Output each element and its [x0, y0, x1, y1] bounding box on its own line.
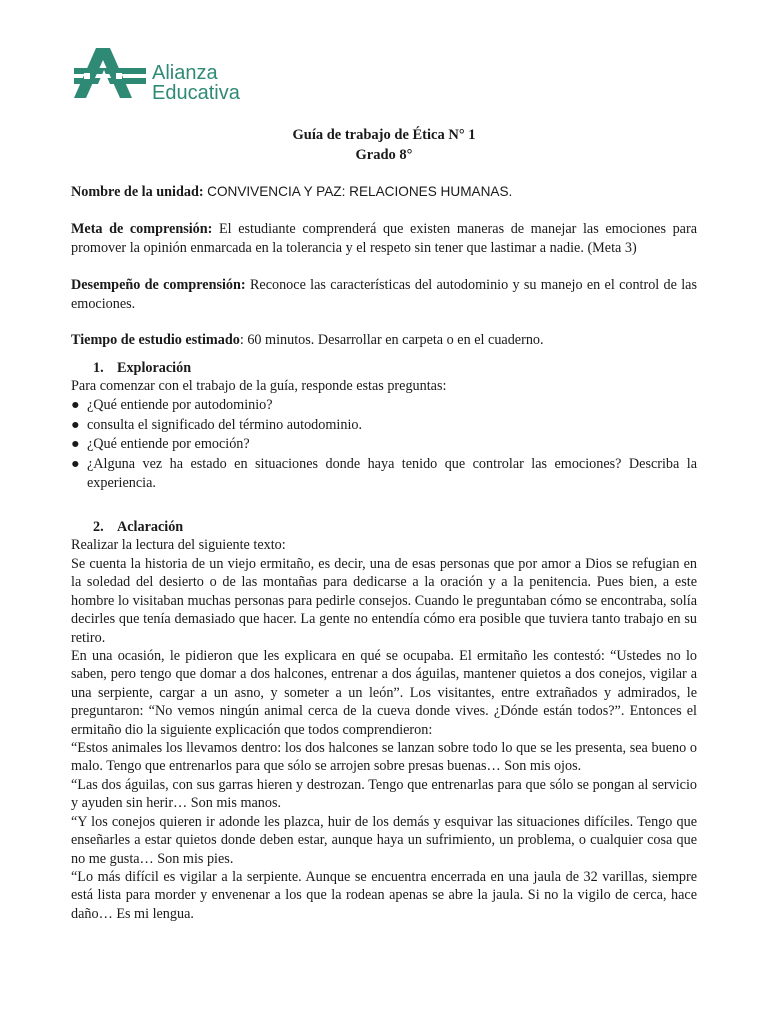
- logo-text-educativa: Educativa: [152, 82, 240, 104]
- unit-value: CONVIVENCIA Y PAZ: RELACIONES HUMANAS.: [207, 184, 513, 199]
- section-1-heading: [93, 359, 191, 377]
- story-paragraph: “Las dos águilas, con sus garras hieren y destrozan. Tengo que entrenarlas para que sólo se pongan al servicio y ayuden sin herir… Son mis manos.: [71, 776, 697, 812]
- bullet-icon: ●: [71, 455, 80, 472]
- section-2-number: 2.: [93, 519, 104, 535]
- unit-label: Nombre de la unidad:: [71, 184, 204, 200]
- performance-paragraph: [71, 276, 697, 313]
- story-paragraph: “Lo más difícil es vigilar a la serpiente. Aunque se encuentra encerrada en una jaula de 32 varillas, siempre está lista para morder y envenenar a los que la rodean apenas se abre la jaula. Si no la vigilo de cerca, hace daño… Es mi lengua.: [71, 868, 697, 922]
- document-title: Guía de trabajo de Ética N° 1: [292, 127, 476, 143]
- unit-name-row: [71, 183, 697, 202]
- story-paragraph: En una ocasión, le pidieron que les explicara en qué se ocupaba. El ermitaño les contestó: “Ustedes no lo saben, pero tengo que domar a dos halcones, entrenar a dos águilas, mantener quietos a dos conejos, vigilar a una serpiente, cargar a un asno, y someter a un león”. Los visitantes, entre extrañados y admirados, le preguntaron: “No vemos ningún animal cerca de la cueva donde vives. ¿Dónde están todos?”. Entonces el ermitaño dio la siguiente explicación que todos comprendieron:: [71, 648, 697, 738]
- list-item: ● consulta el significado del término autodominio.: [71, 416, 697, 436]
- time-label: Tiempo de estudio estimado: [71, 332, 240, 348]
- study-time-row: [71, 331, 697, 350]
- section-2-heading: [93, 518, 183, 536]
- section-1-title: Exploración: [117, 360, 192, 376]
- story-paragraph: “Estos animales los llevamos dentro: los dos halcones se lanzan sobre todo lo que se les presenta, sea bueno o malo. Tengo que entrenarlos para que sólo se arrojen sobre presas buenas… Son mis ojos.: [71, 740, 697, 775]
- alianza-educativa-logo: [74, 44, 254, 104]
- question-list: [71, 396, 697, 494]
- section-1-intro: Para comenzar con el trabajo de la guía, responde estas preguntas:: [71, 378, 447, 394]
- story-text: [71, 555, 697, 923]
- logo-mark-icon: [74, 44, 148, 102]
- time-text: : 60 minutos. Desarrollar en carpeta o en el cuaderno.: [239, 332, 544, 348]
- section-1-number: 1.: [93, 360, 104, 376]
- list-item: ● ¿Alguna vez ha estado en situaciones donde haya tenido que controlar las emociones? Describa la experiencia.: [71, 455, 697, 492]
- bullet-icon: ●: [71, 416, 80, 433]
- goal-paragraph: [71, 220, 697, 257]
- list-item: ● ¿Qué entiende por emoción?: [71, 435, 697, 455]
- document-grade: Grado 8°: [355, 147, 413, 163]
- bullet-icon: ●: [71, 397, 80, 413]
- logo-text-alianza: Alianza: [152, 62, 218, 84]
- section-2-title: Aclaración: [117, 519, 184, 535]
- story-paragraph: Se cuenta la historia de un viejo ermitaño, es decir, una de esas personas que por amor a Dios se refugian en la soledad del desierto o de las montañas para dedicarse a la oración y a la penitencia. Pues bien, a este hombre lo visitaban muchas personas para pedirle consejos. Cuando le preguntaban cómo se encontraba, solía decirles que tenía demasiado que hacer. La gente no entendía cómo era posible que tuviera tanto trabajo en su retiro.: [71, 556, 697, 646]
- list-item: ● ¿Qué entiende por autodominio?: [71, 396, 697, 416]
- section-2-intro: Realizar la lectura del siguiente texto:: [71, 537, 286, 553]
- bullet-icon: ●: [71, 436, 80, 453]
- goal-text: El estudiante comprenderá que existen maneras de manejar las emociones para promover la opinión enmarcada en la tolerancia y el respeto sin tener que lastimar a nadie. (Meta 3): [71, 221, 697, 256]
- performance-text: Reconoce las características del autodominio y su manejo en el control de las emociones.: [71, 277, 697, 312]
- story-paragraph: “Y los conejos quieren ir adonde les plazca, huir de los demás y esquivar las situaciones difíciles. Tengo que enseñarles a estar quietos donde deben estar, aunque haya un sufrimiento, un problema, o cualquier cosa que no me gusta… Son mis pies.: [71, 813, 697, 867]
- goal-label: Meta de comprensión:: [71, 221, 213, 237]
- performance-label: Desempeño de comprensión:: [71, 277, 246, 293]
